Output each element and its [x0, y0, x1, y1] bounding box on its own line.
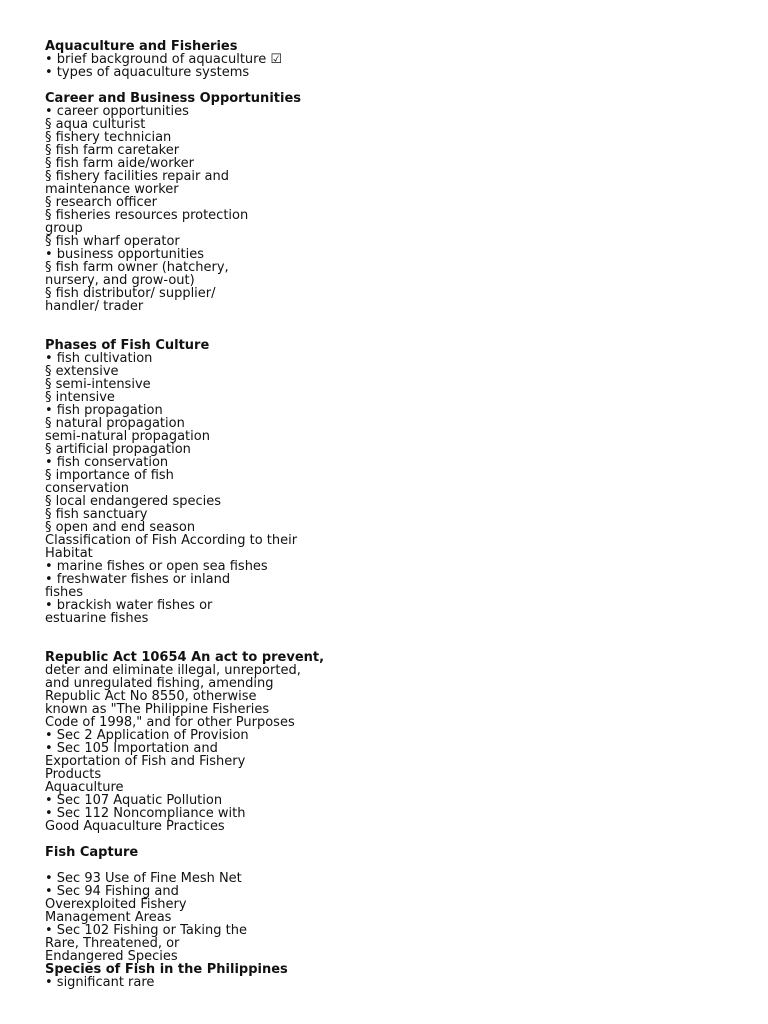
section-heading: Phases of Fish Culture	[45, 338, 210, 353]
text-line: § fish farm caretaker	[45, 143, 180, 158]
text-line: semi-natural propagation	[45, 429, 210, 444]
text-line: • Sec 93 Use of Fine Mesh Net	[45, 871, 242, 886]
text-line: • Sec 94 Fishing and	[45, 884, 179, 899]
section-heading: Career and Business Opportunities	[45, 91, 301, 106]
text-line: § local endangered species	[45, 494, 221, 509]
text-line: • marine fishes or open sea fishes	[45, 559, 268, 574]
text-line: § fish farm aide/worker	[45, 156, 194, 171]
text-line: § fish sanctuary	[45, 507, 148, 522]
text-line: § fisheries resources protection	[45, 208, 249, 223]
text-line: Management Areas	[45, 910, 172, 925]
text-line: Good Aquaculture Practices	[45, 819, 225, 834]
text-line: • Sec 107 Aquatic Pollution	[45, 793, 223, 808]
text-line: Products	[45, 767, 102, 782]
text-line: § fish distributor/ supplier/	[45, 286, 216, 301]
text-line: § fishery facilities repair and	[45, 169, 229, 184]
text-line: Code of 1998," and for other Purposes	[45, 715, 295, 730]
text-line: Endangered Species	[45, 949, 178, 964]
text-line: § semi-intensive	[45, 377, 151, 392]
text-line: estuarine fishes	[45, 611, 149, 626]
section-heading: Fish Capture	[45, 845, 139, 860]
text-line: • freshwater fishes or inland	[45, 572, 231, 587]
text-line: deter and eliminate illegal, unreported,	[45, 663, 301, 678]
text-line: • brief background of aquaculture ☑	[45, 52, 283, 67]
text-line: and unregulated fishing, amending	[45, 676, 274, 691]
document-page	[45, 40, 745, 989]
text-line: Republic Act No 8550, otherwise	[45, 689, 257, 704]
text-line: § aqua culturist	[45, 117, 146, 132]
text-line: Rare, Threatened, or	[45, 936, 180, 951]
text-line: § fishery technician	[45, 130, 172, 145]
text-line: Aquaculture	[45, 780, 124, 795]
text-line: fishes	[45, 585, 83, 600]
text-line: • significant rare	[45, 975, 155, 990]
text-line: • fish propagation	[45, 403, 163, 418]
text-line: § intensive	[45, 390, 115, 405]
text-line: • types of aquaculture systems	[45, 65, 250, 80]
text-line: § fish wharf operator	[45, 234, 180, 249]
text-line: § artificial propagation	[45, 442, 191, 457]
section-heading: Species of Fish in the Philippines	[45, 962, 288, 977]
text-line: Exportation of Fish and Fishery	[45, 754, 246, 769]
text-line: • Sec 105 Importation and	[45, 741, 218, 756]
text-line: Overexploited Fishery	[45, 897, 187, 912]
text-line: • Sec 102 Fishing or Taking the	[45, 923, 247, 938]
text-line: • Sec 2 Application of Provision	[45, 728, 249, 743]
text-line: § fish farm owner (hatchery,	[45, 260, 229, 275]
blank-line	[45, 833, 745, 846]
text-line: nursery, and grow-out)	[45, 273, 195, 288]
text-line: § importance of fish	[45, 468, 174, 483]
text-line: handler/ trader	[45, 299, 144, 314]
section-heading: Republic Act 10654 An act to prevent,	[45, 650, 325, 665]
text-line: • business opportunities	[45, 247, 205, 262]
text-line: • fish cultivation	[45, 351, 153, 366]
text-line: § open and end season	[45, 520, 196, 535]
text-line: § natural propagation	[45, 416, 185, 431]
text-line: • brackish water fishes or	[45, 598, 213, 613]
text-line: • Sec 112 Noncompliance with	[45, 806, 246, 821]
text-line: maintenance worker	[45, 182, 179, 197]
text-line: § research officer	[45, 195, 158, 210]
text-line: Classification of Fish According to their	[45, 533, 298, 548]
text-line: • fish conservation	[45, 455, 169, 470]
text-line: • career opportunities	[45, 104, 189, 119]
text-line: group	[45, 221, 83, 236]
text-line: § extensive	[45, 364, 119, 379]
text-line: Habitat	[45, 546, 93, 561]
text-line: conservation	[45, 481, 130, 496]
section-heading: Aquaculture and Fisheries	[45, 39, 238, 54]
text-line: known as "The Philippine Fisheries	[45, 702, 270, 717]
blank-line	[45, 313, 745, 339]
blank-line	[45, 625, 745, 651]
